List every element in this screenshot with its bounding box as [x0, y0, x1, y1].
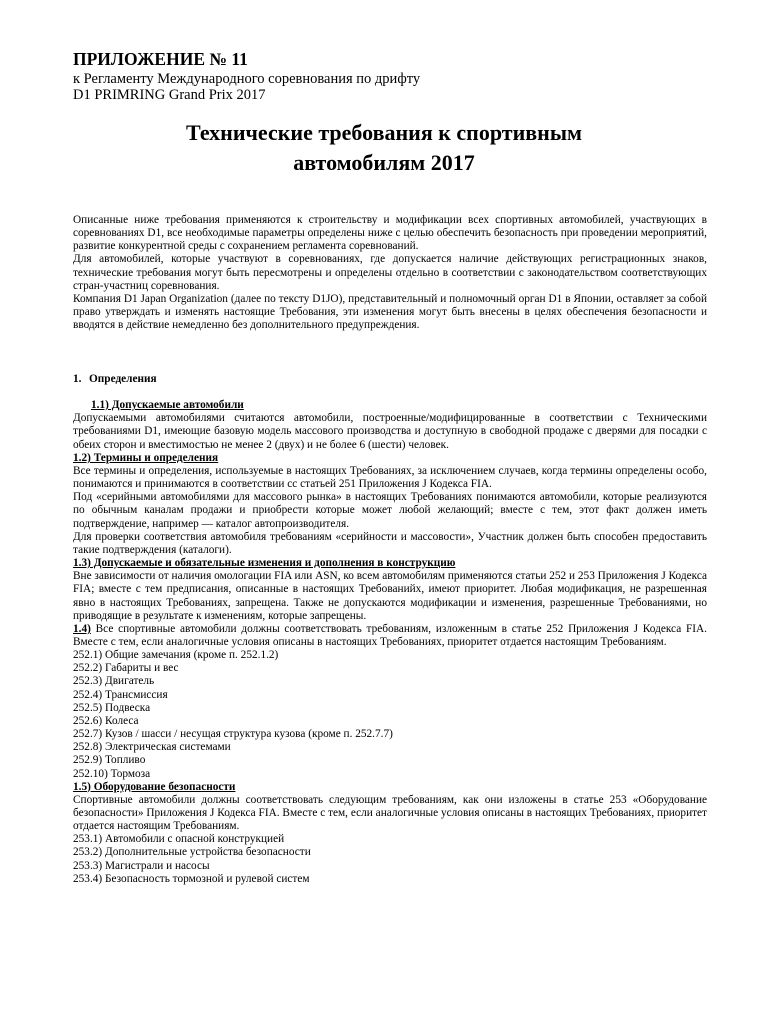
- subsection-1-2-paragraph-2: Под «серийными автомобилями для массового рынка» в настоящих Требованиях понимаются автомобили, которые реализуются по обычным каналам продажи и приобрести которые может любой желающий; вместе с тем, этот факт должен иметь подтверждение, например — каталог автопроизводителя.: [73, 491, 707, 530]
- subsection-1-4-body: Все спортивные автомобили должны соответствовать требованиям, изложенным в статье 252 Приложения J Кодекса FIA. Вместе с тем, если аналогичные условия описаны в настоящих Требованиях, приоритет отдается настоящим Требованиям.: [73, 622, 707, 648]
- appendix-title: ПРИЛОЖЕНИЕ № 11: [73, 49, 248, 69]
- subsection-1-1-text: Допускаемыми автомобилями считаются автомобили, построенные/модифицированные в соответствии с Техническими требованиями D1, имеющие базовую модель массового производства и доступную в свободной продаже с дверями для посадки с обеих сторон и вместимостью не менее 2 (двух) и не более 6 (шести) человек.: [73, 412, 707, 451]
- list-item: 252.1) Общие замечания (кроме п. 252.1.2): [73, 649, 279, 662]
- section-number: 1.: [73, 373, 82, 385]
- subsection-1-3-heading: 1.3) Допускаемые и обязательные изменения и дополнения в конструкцию: [73, 557, 456, 570]
- subtitle-line-2: D1 PRIMRING Grand Prix 2017: [73, 87, 266, 103]
- subsection-1-4-text: [73, 623, 707, 649]
- list-item: 252.7) Кузов / шасси / несущая структура кузова (кроме п. 252.7.7): [73, 728, 393, 741]
- subsection-1-5-text: Спортивные автомобили должны соответствовать следующим требованиям, как они изложены в статье 253 «Оборудование безопасности» Приложения J Кодекса FIA. Вместе с тем, если аналогичные условия описаны в настоящих Требованиях, приоритет отдается настоящим Требованиям.: [73, 793, 707, 833]
- section-title: Определения: [89, 373, 157, 385]
- list-item: 252.10) Тормоза: [73, 767, 151, 780]
- subsection-1-4-lead: 1.4): [73, 622, 91, 635]
- list-item: 252.5) Подвеска: [73, 701, 151, 714]
- subsection-1-2-paragraph-1: Все термины и определения, используемые в настоящих Требованиях, за исключением случаев, когда термины определены особо, понимаются и принимаются в соответствии сс статьей 251 Приложения J Кодекса FIA.: [73, 464, 707, 491]
- list-item: 253.2) Дополнительные устройства безопасности: [73, 846, 311, 859]
- list-item: 252.6) Колеса: [73, 714, 139, 727]
- list-item: 253.4) Безопасность тормозной и рулевой систем: [73, 872, 310, 885]
- section-heading: [73, 373, 707, 386]
- list-item: 253.3) Магистрали и насосы: [73, 859, 210, 872]
- appendix-subtitle: [73, 71, 420, 103]
- subsection-1-1-heading: 1.1) Допускаемые автомобили: [91, 399, 244, 412]
- section-definitions: [73, 373, 707, 886]
- subsection-1-2-paragraph-3: Для проверки соответствия автомобиля требованиям «серийности и массовости», Участник должен быть способен предоставить такие подтверждения (каталоги).: [73, 530, 707, 556]
- document-title-line-1: Технические требования к спортивным: [186, 120, 582, 145]
- subtitle-line-1: к Регламенту Международного соревнования по дрифту: [73, 71, 421, 87]
- document-title-line-2: автомобилям 2017: [293, 150, 475, 175]
- subsection-1-5-heading: 1.5) Оборудование безопасности: [73, 780, 236, 793]
- intro-paragraph-1: Описанные ниже требования применяются к строительству и модификации всех спортивных автомобилей, участвующих в соревнованиях D1, все необходимые параметры определены ниже с целью обеспечить безопасность при проведении мероприятий, развитие конкурентной среды с сохранением регламента соревнований.: [73, 214, 707, 253]
- intro-section: [73, 214, 707, 332]
- list-item: 253.1) Автомобили с опасной конструкцией: [73, 833, 285, 846]
- list-item: 252.9) Топливо: [73, 754, 146, 767]
- subsection-1-3-text: Вне зависимости от наличия омологации FIA или ASN, ко всем автомобилям применяются статьи 252 и 253 Приложения J Кодекса FIA; вместе с тем предписания, описанные в настоящих Требованийх, имеют приоритет. Любая модификация, не разрешенная явно в настоящих Требованиях, запрещена. Также не допускаются модификации и изменения, разрешенные Требованиями, но приводящие в результате к изменениям, которые запрещены.: [73, 570, 707, 622]
- list-item: 252.8) Электрическая системами: [73, 741, 231, 754]
- list-item: 252.4) Трансмиссия: [73, 688, 168, 701]
- intro-paragraph-2: Для автомобилей, которые участвуют в соревнованиях, где допускается наличие действующих регистрационных знаков, технические требования могут быть пересмотрены и определены отдельно в соответствии с законодательством соответствующих стран-участниц соревнования.: [73, 253, 707, 292]
- subsection-1-2-heading: 1.2) Термины и определения: [73, 451, 219, 464]
- list-item: 252.2) Габариты и вес: [73, 662, 179, 675]
- list-item: 252.3) Двигатель: [73, 675, 155, 688]
- intro-paragraph-3: Компания D1 Japan Organization (далее по тексту D1JO), представительный и полномочный орган D1 в Японии, оставляет за собой право утверждать и изменять настоящие Требования, эти изменения могут быть внесены в целях обеспечения безопасности и вводятся в действие немедленно без дополнительного предупреждения.: [73, 292, 707, 332]
